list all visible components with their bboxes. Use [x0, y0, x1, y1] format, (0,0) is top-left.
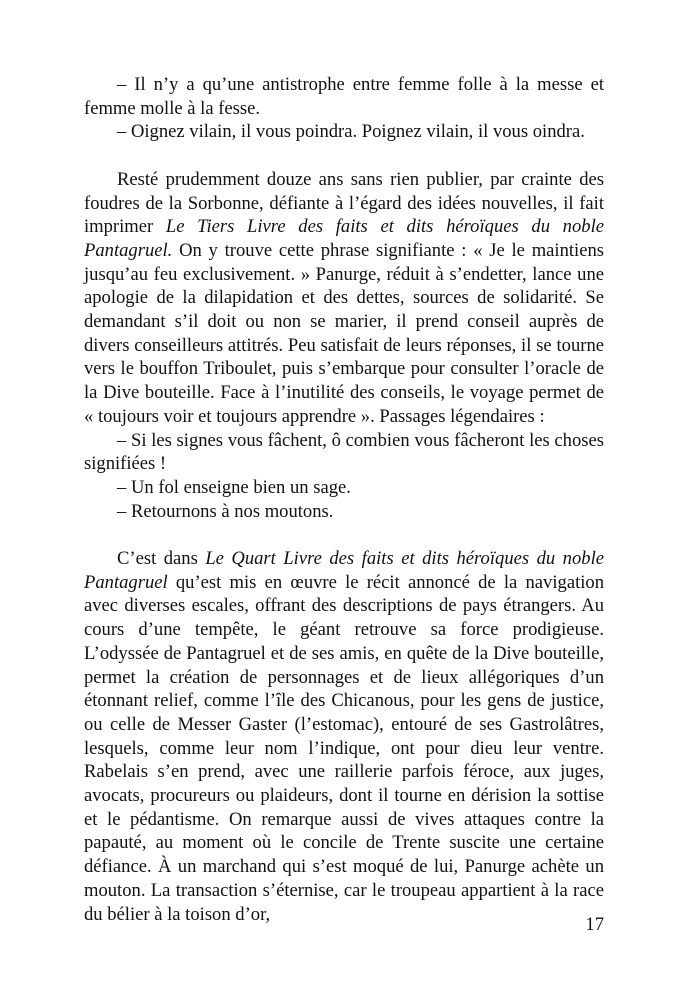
paragraph-quart-livre: [84, 547, 604, 926]
paragraph-text: C’est dans: [117, 548, 206, 570]
quote-line: – Oignez vilain, il vous poindra. Poignez vilain, il vous oindra.: [117, 121, 585, 143]
paragraph-text: qu’est mis en œuvre le récit annoncé de la navigation avec diverses escales, offrant des descriptions de pays étrangers. Au cours d’une tempête, le géant retrouve sa force prodigieuse. L’odyssée de Pantagruel et de ses amis, en quête de la Dive bouteille, permet la création de personnages et de lieux allégoriques d’un étonnant relief, comme l’île des Chicanous, pour les gens de justice, ou celle de Messer Gaster (l’estomac), entouré de ses Gastrolâtres, lesquels, comme leur nom l’indique, ont pour dieu leur ventre. Rabelais s’en prend, avec une raillerie parfois féroce, aux juges, avocats, procureurs ou plaideurs, dont il tourne en dérision la sottise et le pédantisme. On remarque aussi de vives attaques contre la papauté, au moment où le concile de Trente suscite une certaine défiance. À un marchand qui s’est moqué de lui, Panurge achète un mouton. La transaction s’éternise, car le troupeau appartient à la race du bélier à la toison d’or,: [84, 571, 604, 925]
quote-line: – Si les signes vous fâchent, ô combien vous fâcheront les choses signifiées !: [84, 429, 604, 475]
paragraph-text: On y trouve cette phrase signifiante : « Je le maintiens jusqu’au feu exclusivement. » Panurge, réduit à s’endetter, lance une apologie de la dilapidation et des dettes, sources de solidarité. Se demandant s’il doit ou non se marier, il prend conseil auprès de divers conseilleurs attitrés. Peu satisfait de leurs réponses, il se tourne vers le bouffon Triboulet, puis s’embarque pour consulter l’oracle de la Dive bouteille. Face à l’inutilité des conseils, le voyage permet de « toujours voir et toujours apprendre ». Passages légendaires :: [84, 239, 604, 427]
page-body: [84, 73, 604, 926]
quote-line: – Un fol enseigne bien un sage.: [117, 476, 351, 498]
book-title: Le Quart Livre des faits et dits héroïques du noble Pantagruel: [84, 548, 604, 593]
book-title: Le Tiers Livre des faits et dits héroïques du noble Pantagruel.: [84, 216, 604, 261]
paragraph-tiers-livre: [84, 168, 604, 429]
quote-line: – Retournons à nos moutons.: [117, 500, 334, 522]
paragraph-text: Resté prudemment douze ans sans rien publier, par crainte des foudres de la Sorbonne, défiante à l’égard des idées nouvelles, il fait imprimer: [84, 168, 604, 238]
quote-line: – Il n’y a qu’une antistrophe entre femme folle à la messe et femme molle à la fesse.: [84, 74, 604, 119]
page-number: 17: [585, 914, 604, 935]
